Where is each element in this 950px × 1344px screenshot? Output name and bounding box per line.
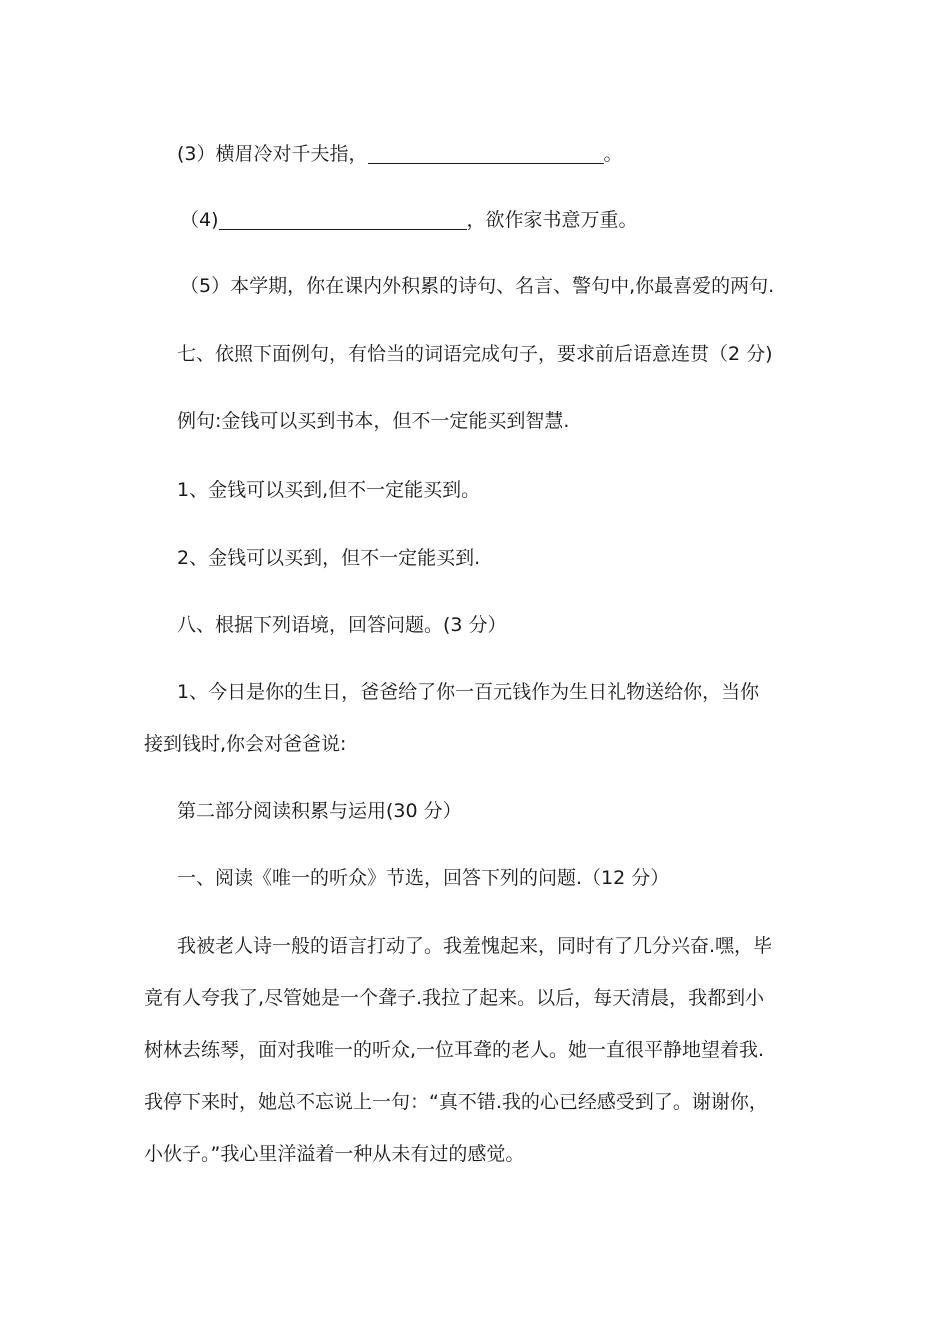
question-8-1-line-1: 1、今日是你的生日，爸爸给了你一百元钱作为生日礼物送给你，当你 xyxy=(177,681,760,703)
part-2-heading: 第二部分阅读积累与运用(30 分） xyxy=(177,800,462,822)
passage-line-2: 竟有人夸我了,尽管她是一个聋子.我拉了起来。以后，每天清晨，我都到小 xyxy=(144,987,765,1009)
passage-line-1: 我被老人诗一般的语言打动了。我羞愧起来，同时有了几分兴奋.嘿，毕 xyxy=(177,935,773,957)
passage-line-4: 我停下来时，她总不忘说上一句：“真不错.我的心已经感受到了。谢谢你， xyxy=(144,1091,768,1113)
passage-line-5: 小伙子。”我心里洋溢着一种从未有过的感觉。 xyxy=(144,1143,525,1165)
answer-blank-4[interactable] xyxy=(219,207,467,230)
reading-1-heading: 一、阅读《唯一的听众》节选，回答下列的问题.（12 分） xyxy=(177,867,670,889)
section-8-heading: 八、根据下列语境，回答问题。(3 分） xyxy=(177,614,507,636)
question-3 xyxy=(177,136,857,172)
sentence-1: 1、金钱可以买到,但不一定能买到。 xyxy=(177,479,481,501)
example-sentence: 例句:金钱可以买到书本，但不一定能买到智慧. xyxy=(177,410,570,432)
passage-line-3: 树林去练琴，面对我唯一的听众,一位耳聋的老人。她一直很平静地望着我. xyxy=(144,1039,765,1061)
question-3-text: (3）横眉冷对千夫指， xyxy=(177,143,368,165)
question-4-label: （4) xyxy=(180,209,219,231)
question-8-1-line-2: 接到钱时,你会对爸爸说: xyxy=(144,733,347,755)
section-7-heading: 七、依照下面例句，有恰当的词语完成句子，要求前后语意连贯（2 分) xyxy=(177,343,773,365)
answer-blank-3[interactable] xyxy=(368,141,604,164)
question-5: （5）本学期，你在课内外积累的诗句、名言、警句中,你最喜爱的两句. xyxy=(180,275,775,297)
question-8-1 xyxy=(144,674,824,762)
sentence-2: 2、金钱可以买到，但不一定能买到. xyxy=(177,547,481,569)
reading-passage xyxy=(144,928,824,1172)
question-4 xyxy=(180,202,860,238)
question-4-text: ，欲作家书意万重。 xyxy=(466,209,638,231)
question-3-end: 。 xyxy=(603,143,623,165)
